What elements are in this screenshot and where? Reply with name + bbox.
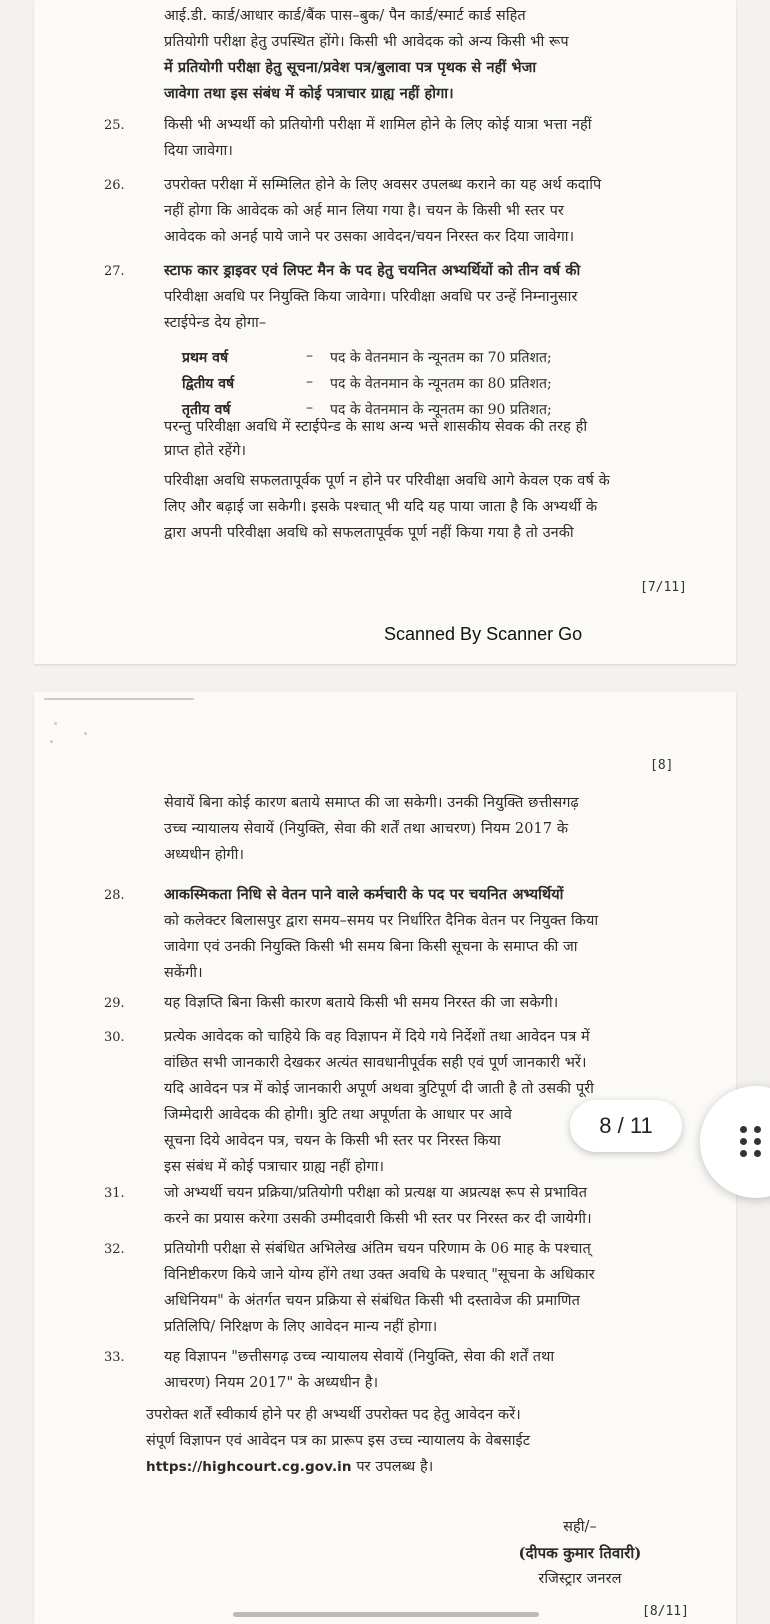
item-number: 31.: [104, 1186, 125, 1201]
stipend-dash: –: [306, 374, 313, 390]
item-33-line-1: यह विज्ञापन "छत्तीसगढ़ उच्च न्यायालय सेवायें (नियुक्ति, सेवा की शर्तें तथा: [164, 1349, 555, 1365]
item-number: 30.: [104, 1030, 125, 1045]
item-number: 28.: [104, 888, 125, 903]
item-26-line-1: उपरोक्त परीक्षा में सम्मिलित होने के लिए अवसर उपलब्ध कराने का यह अर्थ कदापि: [164, 177, 602, 193]
item-31-line-2: करने का प्रयास करेगा उसकी उम्मीदवारी किसी भी स्तर पर निरस्त कर दी जायेगी।: [164, 1211, 592, 1227]
item-32-line-3: अधिनियम" के अंतर्गत चयन प्रक्रिया से संबंधित किसी भी दस्तावेज की प्रमाणित: [164, 1293, 580, 1309]
scan-artifact: [50, 740, 53, 743]
item-29-line-1: यह विज्ञप्ति बिना किसी कारण बताये किसी भी समय निरस्त की जा सकेगी।: [164, 995, 559, 1011]
document-page-8: [34, 692, 736, 1624]
closing-line-3: [146, 1454, 433, 1480]
item-number: 33.: [104, 1350, 125, 1365]
item-27-line-2: परिवीक्षा अवधि पर नियुक्ति किया जावेगा। परिवीक्षा अवधि पर उन्हें निम्नानुसार: [164, 289, 578, 305]
stipend-year-3: तृतीय वर्ष: [182, 402, 231, 418]
proviso-line-1: परन्तु परिवीक्षा अवधि में स्टाईपेन्ड के साथ अन्य भत्ते शासकीय सेवक की तरह ही: [164, 419, 588, 435]
document-page-7: [34, 0, 736, 664]
stipend-text-2: पद के वेतनमान के न्यूनतम का 80 प्रतिशत;: [330, 376, 552, 392]
item-27-line-1: स्टाफ कार ड्राइवर एवं लिफ्ट मैन के पद हेतु चयनित अभ्यर्थियों को तीन वर्ष की: [164, 262, 581, 279]
item-27-line-3: स्टाईपेन्ड देय होगा–: [164, 315, 267, 331]
stipend-dash: –: [306, 348, 313, 364]
website-suffix: पर उपलब्ध है।: [351, 1459, 434, 1475]
item-number: 25.: [104, 118, 125, 133]
signatory-designation: रजिस्ट्रार जनरल: [538, 1571, 622, 1587]
scanner-watermark: Scanned By Scanner Go: [384, 624, 583, 644]
item-32-line-2: विनिष्टीकरण किये जाने योग्य होंगे तथा उक्त अवधि के पश्चात् "सूचना के अधिकार: [164, 1267, 595, 1283]
item-30-line-6: इस संबंध में कोई पत्राचार ग्राह्य नहीं होगा।: [164, 1159, 385, 1175]
dots-grid-icon: [740, 1126, 762, 1158]
proviso-line-2: प्राप्त होते रहेंगे।: [164, 443, 247, 459]
item-30-line-4: जिम्मेदारी आवेदक की होगी। त्रुटि तथा अपूर्णता के आधार पर आवे: [164, 1107, 512, 1123]
stipend-year-2: द्वितीय वर्ष: [182, 376, 235, 392]
item-28-line-3: जावेगा एवं उनकी नियुक्ति किसी भी समय बिना किसी सूचना के समाप्त की जा: [164, 939, 578, 955]
stipend-year-1: प्रथम वर्ष: [182, 350, 229, 366]
probation-line-2: लिए और बढ़ाई जा सकेगी। इसके पश्चात् भी यदि यह पाया जाता है कि अभ्यर्थी के: [164, 499, 598, 515]
scan-artifact: [44, 698, 194, 700]
signatory-name: (दीपक कुमार तिवारी): [518, 1544, 642, 1562]
item-number: 27.: [104, 264, 125, 279]
stipend-text-3: पद के वेतनमान के न्यूनतम का 90 प्रतिशत;: [330, 402, 552, 418]
closing-line-1: उपरोक्त शर्तें स्वीकार्य होने पर ही अभ्यर्थी उपरोक्त पद हेतु आवेदन करें।: [146, 1407, 521, 1423]
page-header-number: [8]: [650, 758, 674, 773]
stipend-text-1: पद के वेतनमान के न्यूनतम का 70 प्रतिशत;: [330, 350, 552, 366]
home-indicator-bar[interactable]: [233, 1612, 539, 1617]
website-link[interactable]: https://highcourt.cg.gov.in: [146, 1459, 352, 1475]
page-indicator: 8 / 11: [570, 1100, 682, 1152]
probation-line-3: द्वारा अपनी परिवीक्षा अवधि को सफलतापूर्वक पूर्ण नहीं किया गया है तो उनकी: [164, 525, 574, 541]
item-28-line-2: को कलेक्टर बिलासपुर द्वारा समय–समय पर निर्धारित दैनिक वेतन पर नियुक्त किया: [164, 913, 599, 929]
item-number: 26.: [104, 178, 125, 193]
scan-artifact: [84, 732, 87, 735]
continued-line-3: अध्यधीन होगी।: [164, 847, 245, 863]
item-number: 32.: [104, 1242, 125, 1257]
scan-artifact: [54, 722, 57, 725]
lead-line-3: में प्रतियोगी परीक्षा हेतु सूचना/प्रवेश पत्र/बुलावा पत्र पृथक से नहीं भेजा: [164, 59, 537, 76]
lead-line-2: प्रतियोगी परीक्षा हेतु उपस्थित होंगे। किसी भी आवेदक को अन्य किसी भी रूप: [164, 34, 569, 50]
stipend-dash: –: [306, 400, 313, 416]
probation-line-1: परिवीक्षा अवधि सफलतापूर्वक पूर्ण न होने पर परिवीक्षा अवधि आगे केवल एक वर्ष के: [164, 473, 610, 489]
item-25-line-1: किसी भी अभ्यर्थी को प्रतियोगी परीक्षा में शामिल होने के लिए कोई यात्रा भत्ता नहीं: [164, 117, 592, 133]
signature-signed: सही/–: [563, 1519, 597, 1535]
item-28-line-1: आकस्मिकता निधि से वेतन पाने वाले कर्मचारी के पद पर चयनित अभ्यर्थियों: [164, 886, 564, 903]
closing-line-2: संपूर्ण विज्ञापन एवं आवेदन पत्र का प्रारूप इस उच्च न्यायालय के वेबसाईट: [146, 1433, 531, 1449]
item-32-line-4: प्रतिलिपि/ निरिक्षण के लिए आवेदन मान्य नहीं होगा।: [164, 1319, 438, 1335]
page-number: [8/11]: [642, 1604, 689, 1619]
item-30-line-1: प्रत्येक आवेदक को चाहिये कि वह विज्ञापन में दिये गये निर्देशों तथा आवेदन पत्र में: [164, 1029, 590, 1045]
continued-line-2: उच्च न्यायालय सेवायें (नियुक्ति, सेवा की शर्तें तथा आचरण) नियम 2017 के: [164, 821, 569, 837]
item-33-line-2: आचरण) नियम 2017" के अध्यधीन है।: [164, 1375, 379, 1391]
lead-line-4: जावेगा तथा इस संबंध में कोई पत्राचार ग्राह्य नहीं होगा।: [164, 85, 454, 102]
item-26-line-3: आवेदक को अनर्ह पाये जाने पर उसका आवेदन/चयन निरस्त कर दिया जावेगा।: [164, 229, 575, 245]
item-30-line-3: यदि आवेदन पत्र में कोई जानकारी अपूर्ण अथवा त्रुटिपूर्ण दी जाती है तो उसकी पूरी: [164, 1081, 594, 1097]
item-32-line-1: प्रतियोगी परीक्षा से संबंधित अभिलेख अंतिम चयन परिणाम के 06 माह के पश्चात्: [164, 1241, 591, 1257]
item-30-line-2: वांछित सभी जानकारी देखकर अत्यंत सावधानीपूर्वक सही एवं पूर्ण जानकारी भरें।: [164, 1055, 587, 1071]
lead-line-1: आई.डी. कार्ड/आधार कार्ड/बैंक पास–बुक/ पैन कार्ड/स्मार्ट कार्ड सहित: [164, 8, 526, 24]
item-25-line-2: दिया जावेगा।: [164, 143, 233, 159]
page-number: [7/11]: [640, 580, 687, 595]
item-30-line-5: सूचना दिये आवेदन पत्र, चयन के किसी भी स्तर पर निरस्त किया: [164, 1133, 501, 1149]
item-28-line-4: सकेंगी।: [164, 965, 203, 981]
continued-line-1: सेवायें बिना कोई कारण बताये समाप्त की जा सकेगी। उनकी नियुक्ति छत्तीसगढ़: [164, 795, 579, 811]
item-31-line-1: जो अभ्यर्थी चयन प्रक्रिया/प्रतियोगी परीक्षा को प्रत्यक्ष या अप्रत्यक्ष रूप से प्रभावित: [164, 1185, 588, 1201]
item-number: 29.: [104, 996, 125, 1011]
item-26-line-2: नहीं होगा कि आवेदक को अर्ह मान लिया गया है। चयन के किसी भी स्तर पर: [164, 203, 564, 219]
